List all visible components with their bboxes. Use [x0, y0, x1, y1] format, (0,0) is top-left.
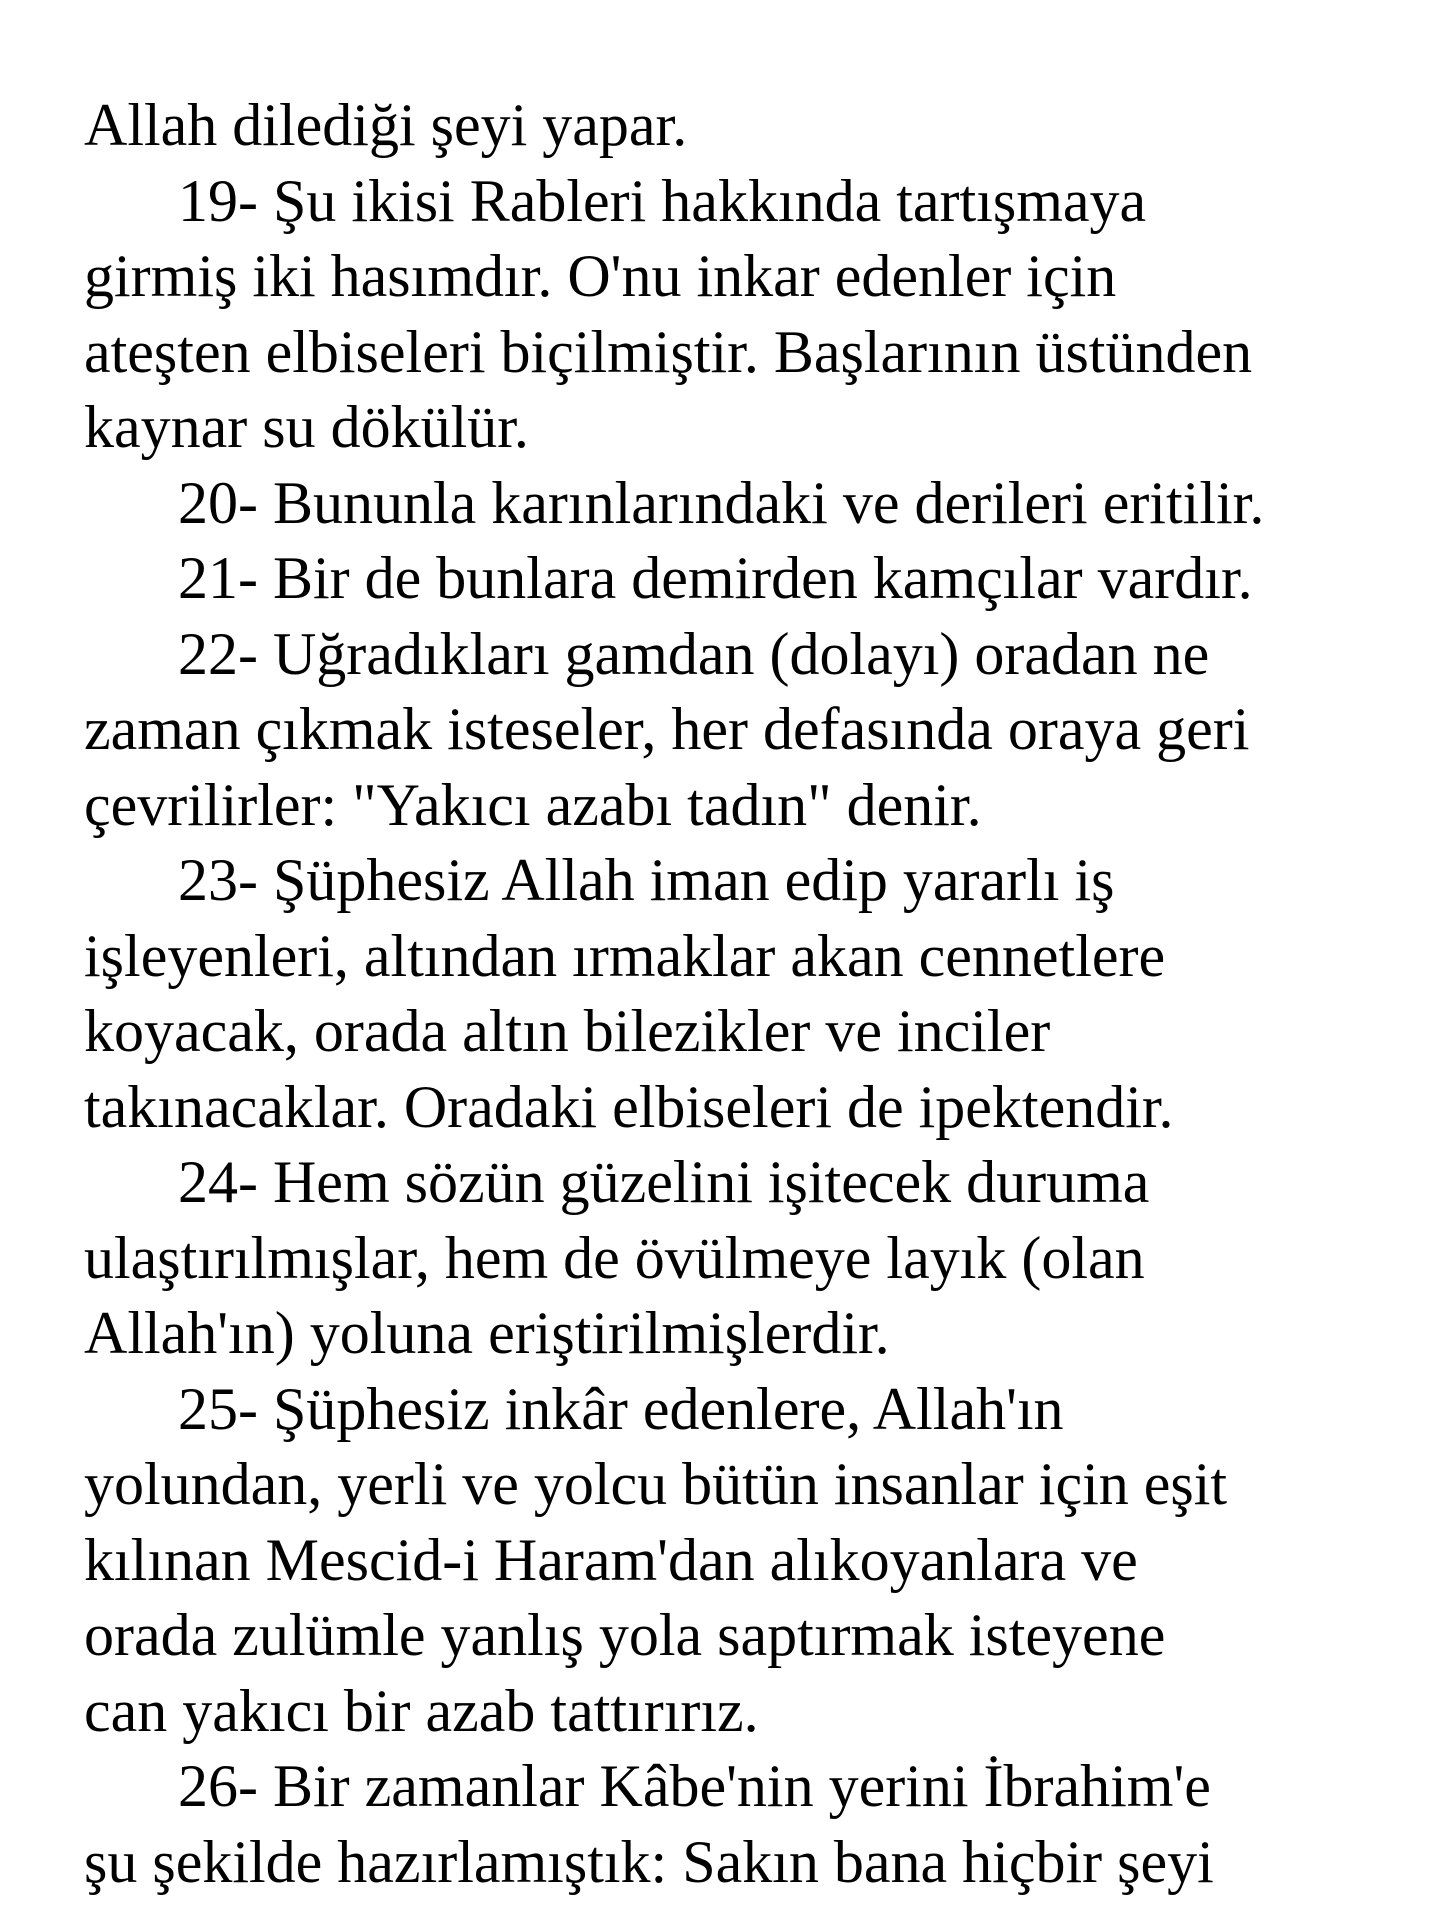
- text-line: ulaştırılmışlar, hem de övülmeye layık (olan: [84, 1224, 1145, 1291]
- verse-26: [84, 1749, 1384, 1900]
- verse-21: [84, 541, 1384, 617]
- paragraph-continuation: [84, 88, 1384, 164]
- text-line: 19- Şu ikisi Rableri hakkında tartışmaya: [178, 167, 1147, 234]
- text-line: şu şekilde hazırlamıştık: Sakın bana hiçbir şeyi: [84, 1828, 1214, 1895]
- text-line: 24- Hem sözün güzelini işitecek duruma: [178, 1149, 1150, 1215]
- text-line: 20- Bununla karınlarındaki ve derileri eritilir.: [178, 469, 1265, 536]
- text-line: 23- Şüphesiz Allah iman edip yararlı iş: [178, 847, 1115, 913]
- text-line: zaman çıkmak isteseler, her defasında oraya geri: [84, 696, 1250, 762]
- text-line: kılınan Mescid-i Haram'dan alıkoyanlara ve: [84, 1526, 1138, 1593]
- text-line: ateşten elbiseleri biçilmiştir. Başlarının üstünden: [84, 318, 1253, 385]
- verse-22: [84, 617, 1384, 844]
- text-line: Allah'ın) yoluna eriştirilmişlerdir.: [84, 1300, 890, 1366]
- document-page: [84, 88, 1384, 1900]
- text-line: 26- Bir zamanlar Kâbe'nin yerini İbrahim'e: [178, 1753, 1211, 1819]
- text-line: girmiş iki hasımdır. O'nu inkar edenler için: [84, 243, 1117, 309]
- text-line: çevrilirler: "Yakıcı azabı tadın" denir.: [84, 771, 982, 838]
- text-line: orada zulümle yanlış yola saptırmak isteyene: [84, 1602, 1166, 1668]
- text-line: koyacak, orada altın bilezikler ve inciler: [84, 998, 1051, 1064]
- text-line: kaynar su dökülür.: [84, 394, 529, 460]
- text-line: 22- Uğradıkları gamdan (dolayı) oradan ne: [178, 620, 1210, 687]
- text-line: yolundan, yerli ve yolcu bütün insanlar için eşit: [84, 1451, 1228, 1517]
- verse-23: [84, 843, 1384, 1145]
- text-line: can yakıcı bir azab tattırırız.: [84, 1677, 759, 1744]
- verse-19: [84, 164, 1384, 466]
- verse-24: [84, 1145, 1384, 1372]
- verse-25: [84, 1372, 1384, 1750]
- text-line: 25- Şüphesiz inkâr edenlere, Allah'ın: [178, 1375, 1064, 1442]
- text-line: Allah dilediği şeyi yapar.: [84, 92, 688, 158]
- verse-20: [84, 466, 1384, 542]
- text-line: takınacaklar. Oradaki elbiseleri de ipektendir.: [84, 1073, 1174, 1140]
- text-line: 21- Bir de bunlara demirden kamçılar vardır.: [178, 545, 1253, 611]
- text-line: işleyenleri, altından ırmaklar akan cennetlere: [84, 922, 1166, 989]
